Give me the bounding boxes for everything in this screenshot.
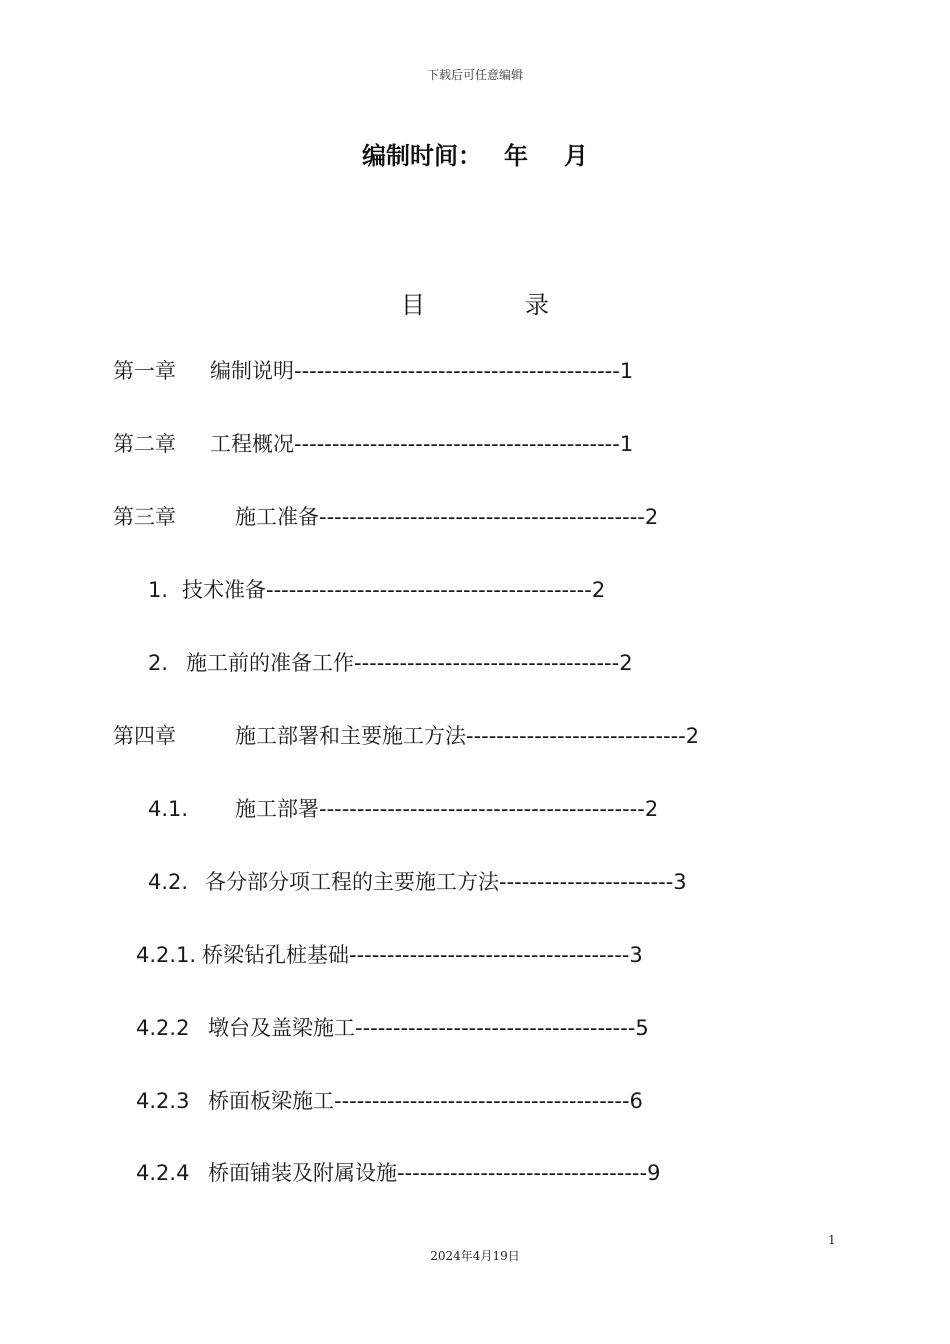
toc-entry-page: 2 bbox=[619, 651, 633, 675]
toc-entry-title: 施工前的准备工作 bbox=[186, 651, 354, 675]
toc-entry-title: 桥面铺装及附属设施 bbox=[208, 1161, 397, 1185]
toc-leader: ------------------------------------------- bbox=[319, 797, 645, 821]
toc-entry-prefix: 第三章 bbox=[113, 505, 176, 529]
toc-entry-prefix: 第一章 bbox=[113, 359, 176, 383]
toc-leader: ------------------------------------------- bbox=[266, 578, 592, 602]
toc-entry-prefix: 1. bbox=[148, 578, 169, 602]
toc-title-left: 目 bbox=[401, 291, 425, 319]
toc-entry-title: 施工部署和主要施工方法 bbox=[235, 724, 466, 748]
toc-entry-title: 施工准备 bbox=[235, 505, 319, 529]
toc-leader: ----------------------------- bbox=[466, 724, 686, 748]
toc-entry-prefix: 第二章 bbox=[113, 432, 176, 456]
toc-entry-prefix: 第四章 bbox=[113, 724, 176, 748]
toc-entry-chapter-1[interactable] bbox=[113, 357, 633, 385]
toc-entry-section-2[interactable] bbox=[148, 649, 633, 677]
toc-leader: ----------------------- bbox=[499, 870, 674, 894]
toc-leader: --------------------------------------- bbox=[334, 1089, 630, 1113]
compile-time-line bbox=[0, 136, 950, 171]
toc-leader: ------------------------------------- bbox=[349, 943, 630, 967]
compile-time-month: 月 bbox=[564, 142, 588, 170]
toc-entry-section-1[interactable] bbox=[148, 576, 605, 604]
toc-entry-prefix: 4.2.3 bbox=[136, 1089, 190, 1113]
footer-date: 2024年4月19日 bbox=[430, 1249, 520, 1263]
toc-entry-prefix: 4.2.1. bbox=[136, 943, 197, 967]
toc-leader: ------------------------------------------- bbox=[294, 432, 620, 456]
toc-leader: ------------------------------------------- bbox=[294, 359, 620, 383]
toc-entry-section-4-2[interactable] bbox=[148, 868, 687, 896]
toc-entry-section-4-2-4[interactable] bbox=[136, 1159, 660, 1187]
toc-entry-page: 2 bbox=[685, 724, 700, 748]
compile-time-year: 年 bbox=[504, 142, 528, 170]
header-note: 下载后可任意编辑 bbox=[426, 68, 523, 82]
toc-entry-page: 2 bbox=[644, 797, 659, 821]
compile-time-label: 编制时间： bbox=[362, 142, 482, 170]
toc-title-right: 录 bbox=[525, 291, 549, 319]
toc-entry-title: 墩台及盖梁施工 bbox=[208, 1016, 355, 1040]
toc-entry-page: 9 bbox=[647, 1161, 661, 1185]
toc-entry-chapter-4[interactable] bbox=[113, 722, 699, 750]
toc-entry-prefix: 4.1. bbox=[148, 797, 189, 821]
toc-entry-page: 3 bbox=[673, 870, 687, 894]
toc-entry-title: 技术准备 bbox=[182, 578, 266, 602]
toc-entry-title: 各分部分项工程的主要施工方法 bbox=[205, 870, 499, 894]
toc-leader: ------------------------------------------- bbox=[319, 505, 645, 529]
toc-entry-page: 2 bbox=[591, 578, 606, 602]
toc-entry-page: 1 bbox=[619, 432, 634, 456]
toc-entry-prefix: 4.2. bbox=[148, 870, 189, 894]
toc-leader: ------------------------------------- bbox=[355, 1016, 636, 1040]
toc-entry-title: 桥面板梁施工 bbox=[208, 1089, 334, 1113]
toc-entry-prefix: 4.2.4 bbox=[136, 1161, 190, 1185]
toc-entry-page: 5 bbox=[635, 1016, 649, 1040]
toc-entry-section-4-1[interactable] bbox=[148, 795, 658, 823]
toc-title bbox=[0, 285, 950, 320]
toc-leader: --------------------------------- bbox=[397, 1161, 648, 1185]
toc-entry-title: 编制说明 bbox=[210, 359, 294, 383]
toc-entry-prefix: 4.2.2 bbox=[136, 1016, 190, 1040]
toc-entry-page: 2 bbox=[644, 505, 659, 529]
toc-entry-section-4-2-2[interactable] bbox=[136, 1014, 649, 1042]
toc-leader: ----------------------------------- bbox=[354, 651, 620, 675]
page-number: 1 bbox=[828, 1233, 836, 1247]
toc-entry-title: 桥梁钻孔桩基础 bbox=[202, 943, 349, 967]
toc-entry-prefix: 2. bbox=[148, 651, 169, 675]
toc-entry-page: 3 bbox=[629, 943, 643, 967]
toc-entry-chapter-3[interactable] bbox=[113, 503, 658, 531]
toc-entry-chapter-2[interactable] bbox=[113, 430, 633, 458]
toc-entry-section-4-2-3[interactable] bbox=[136, 1087, 643, 1115]
toc-entry-title: 施工部署 bbox=[235, 797, 319, 821]
toc-entry-section-4-2-1[interactable] bbox=[136, 941, 643, 969]
toc-entry-page: 1 bbox=[619, 359, 634, 383]
toc-entry-page: 6 bbox=[629, 1089, 643, 1113]
toc-entry-title: 工程概况 bbox=[210, 432, 294, 456]
